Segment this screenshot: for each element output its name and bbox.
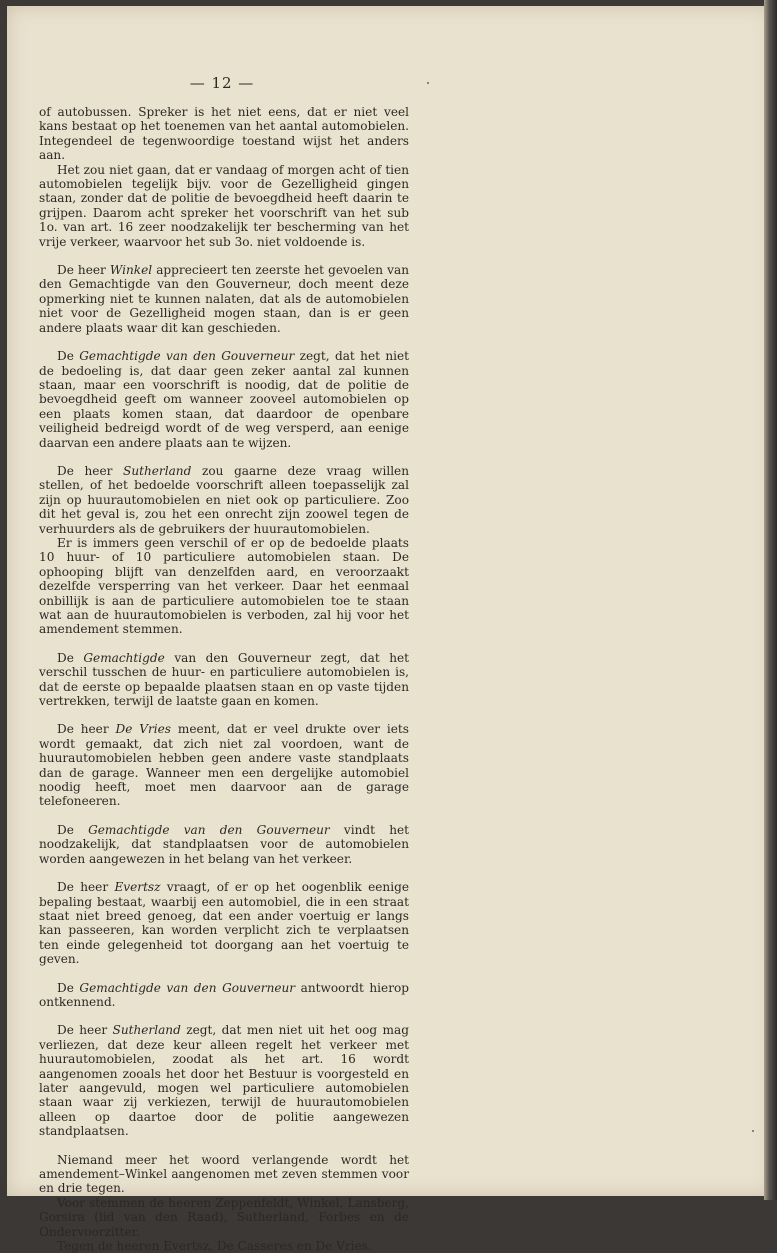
paragraph: Er is immers geen verschil of er op de bedoelde plaats 10 huur- of 10 particuliere automobielen staan. De ophooping blijft van denzelfden aard, en veroorzaakt dezelfde versperring van het verkeer. Daar het eenmaal onbillijk is aan de particuliere automobielen toe te staan wat aan de huurautomobielen is verboden, zal hij voor het amendement stemmen. (39, 535, 409, 637)
speaker-name: Gemachtigde van den Gouverneur (79, 980, 296, 995)
paper-speck (752, 1130, 754, 1132)
speaker-name: Sutherland (112, 1023, 181, 1038)
paragraph: De heer Winkel apprecieert ten zeerste het gevoelen van den Gemachtigde van den Gouverneur, doch meent deze opmerking niet te kunnen nalaten, dat als de automobielen niet voor de Gezelligheid mogen staan, dan is er geen andere plaats waar dit kan geschieden. (39, 263, 409, 335)
speaker-name: Winkel (109, 263, 153, 278)
body-text (39, 105, 409, 1253)
paragraph: De heer Sutherland zou gaarne deze vraag willen stellen, of het bedoelde voorschrift alleen toepasselijk zal zijn op huurautomobielen en niet ook op particuliere. Zoo dit het geval is, zou het een onrecht zijn zoowel tegen de verhuurders als de gebruikers der huurautomobielen. (39, 463, 410, 536)
paragraph: De Gemachtigde van den Gouverneur zegt, dat het niet de bedoeling is, dat daar geen zeker aantal zal kunnen staan, maar een voorschrift is noodig, dat de politie de bevoegdheid geeft om wanneer zooveel automobielen op een plaats komen staan, dat daardoor de openbare veiligheid bedreigd wordt of de weg versperd, aan eenige daarvan een andere plaats aan te wijzen. (39, 349, 409, 450)
paragraph: De Gemachtigde van den Gouverneur zegt, dat het verschil tusschen de huur- en particuliere automobielen is, dat de eerste op bepaalde plaatsen staan en op vaste tijden vertrekken, terwijl de laatste gaan en komen. (39, 650, 409, 709)
speaker-name: Sutherland (123, 463, 192, 478)
paragraph: De heer De Vries meent, dat er veel drukte over iets wordt gemaakt, dat zich niet zal voordoen, want de huurautomobielen hebben geen andere vaste standplaats dan de garage. Wanneer men een dergelijke automobiel noodig heeft, moet men daarvoor aan de garage telefoneeren. (39, 722, 409, 809)
paper-speck (427, 82, 429, 84)
speaker-name: Gemachtigde van den Gouverneur (79, 349, 295, 364)
paragraph: of autobussen. Spreker is het niet eens, dat er niet veel kans bestaat op het toenemen van het aantal automobielen. Integendeel de tegenwoordige toestand wijst het anders aan. (39, 105, 409, 163)
speaker-name: De Vries (115, 722, 171, 737)
page-edge-shadow (764, 0, 777, 1200)
page-number: — 12 — (189, 74, 255, 92)
paragraph: De Gemachtigde van den Gouverneur antwoordt hierop ontkennend. (39, 980, 409, 1009)
speaker-name: Gemachtigde (83, 650, 165, 665)
paragraph: Tegen de heeren Evertsz, De Casseres en De Vries. (57, 1239, 372, 1253)
paragraph: Niemand meer het woord verlangende wordt het amendement–Winkel aangenomen met zeven stemmen voor en drie tegen. (39, 1152, 409, 1196)
paragraph: De heer Evertsz vraagt, of er op het oogenblik eenige bepaling bestaat, waarbij een automobiel, die in een straat staat niet breed genoeg, dat een ander voertuig er langs kan passeeren, kan worden verplicht zich te verplaatsen ten einde gelegenheid tot doorgang aan het voertuig te geven. (39, 880, 409, 967)
speaker-name: Evertsz (114, 880, 161, 895)
speaker-name: Gemachtigde van den Gouverneur (88, 822, 330, 837)
paragraph: Voor stemmen de heeren Zeppenfeldt, Winkel, Lansberg, Gorsira (lid van den Raad), Sutherland, Forbes en de Ondervoorzitter. (39, 1195, 409, 1239)
paragraph: De Gemachtigde van den Gouverneur vindt het noodzakelijk, dat standplaatsen voor de automobielen worden aangewezen in het belang van het verkeer. (39, 822, 410, 866)
paragraph: Het zou niet gaan, dat er vandaag of morgen acht of tien automobielen tegelijk bijv. voor de Gezelligheid gingen staan, zonder dat de politie de bevoegdheid heeft daarin te grijpen. Daarom acht spreker het voorschrift van het sub 1o. van art. 16 zeer noodzakelijk ter bescherming van het vrije verkeer, waarvoor het sub 3o. niet voldoende is. (39, 162, 409, 249)
document-page (7, 6, 771, 1253)
paragraph: De heer Sutherland zegt, dat men niet uit het oog mag verliezen, dat deze keur alleen regelt het verkeer met huurautomobielen, zoodat als het art. 16 wordt aangenomen zooals het door het Bestuur is voorgesteld en later aangevuld, mogen wel particuliere automobielen staan waar zij verkiezen, terwijl de huurautomobielen alleen op daartoe door de politie aangewezen standplaatsen. (39, 1023, 409, 1139)
